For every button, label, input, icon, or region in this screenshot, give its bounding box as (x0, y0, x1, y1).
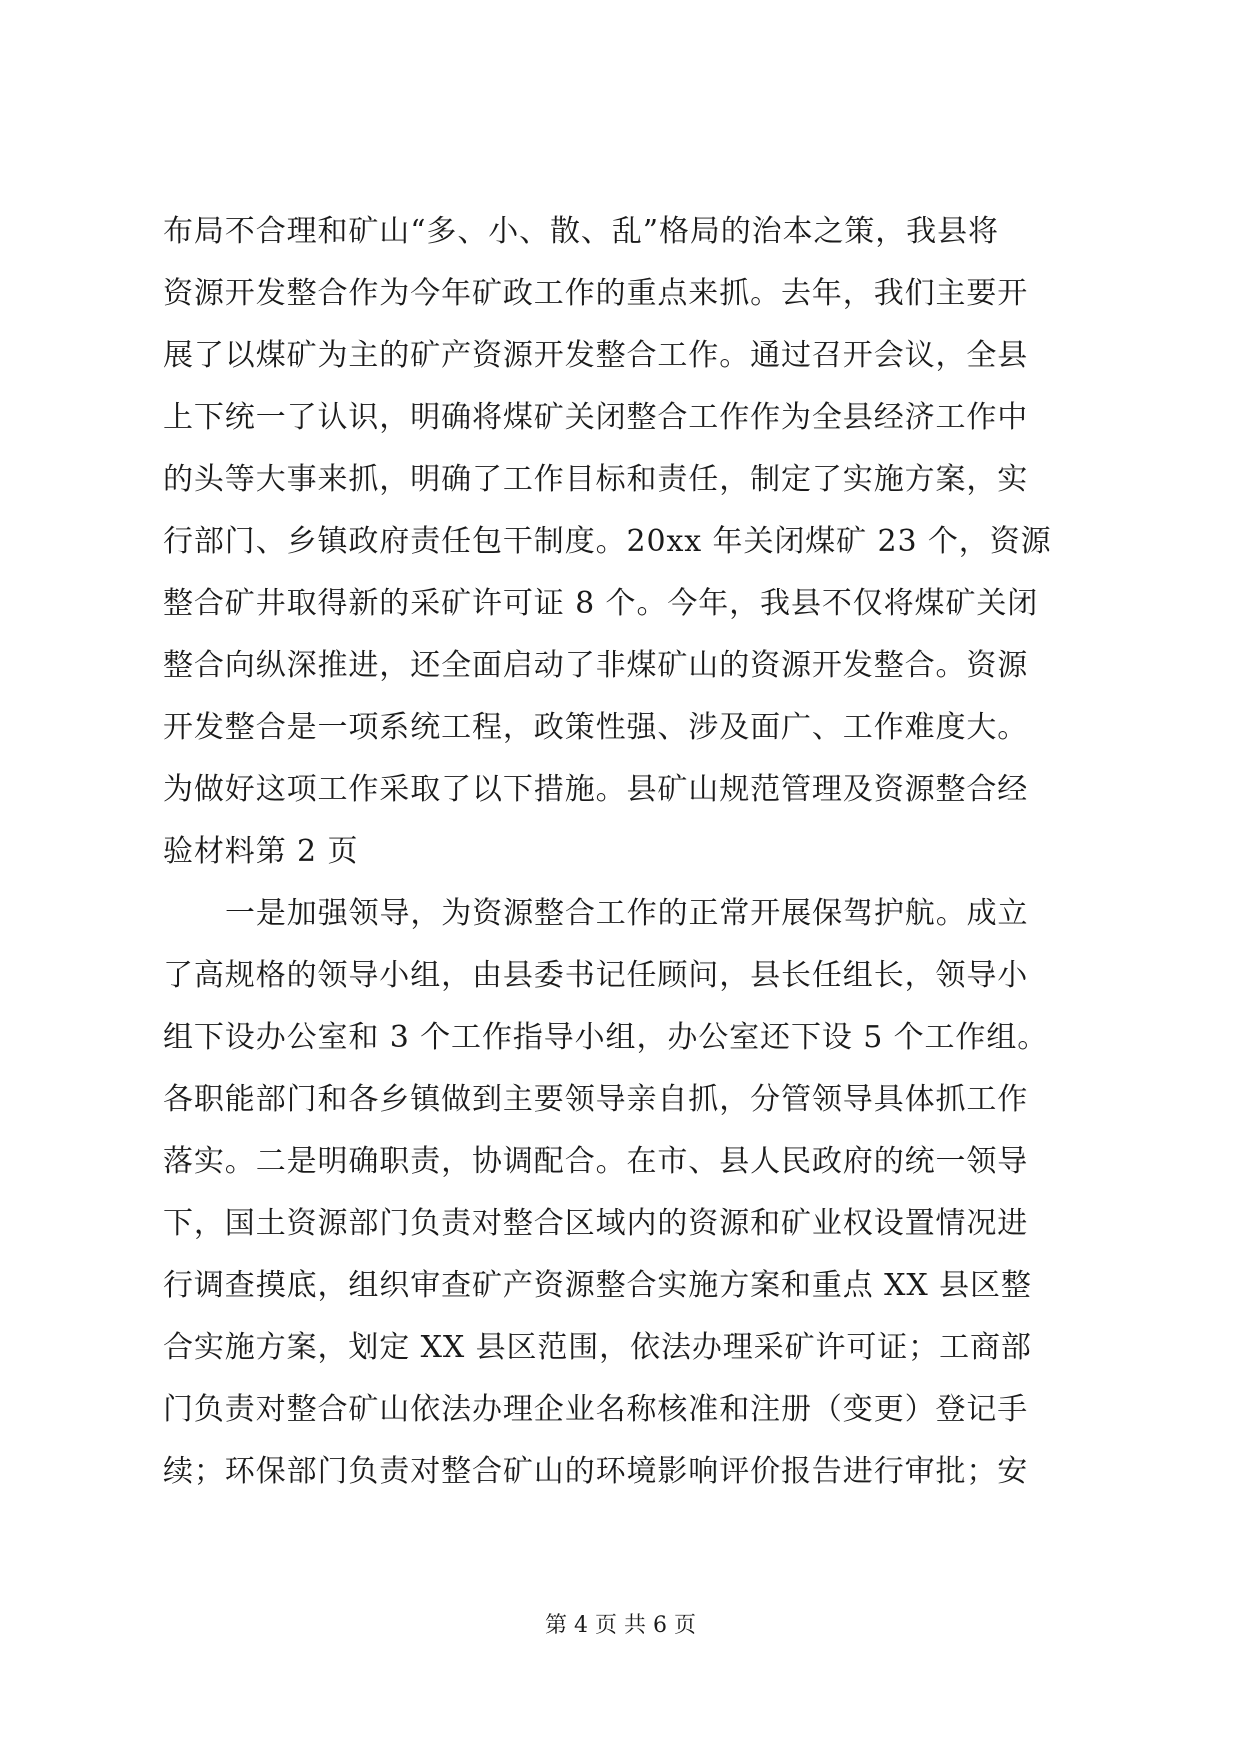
text-line: 的头等大事来抓，明确了工作目标和责任，制定了实施方案，实 (163, 462, 1029, 497)
text-line: 上下统一了认识，明确将煤矿关闭整合工作作为全县经济工作中 (163, 400, 1029, 435)
text-line: 为做好这项工作采取了以下措施。县矿山规范管理及资源整合经 (163, 772, 1029, 807)
text-line: 整合矿井取得新的采矿许可证 8 个。今年，我县不仅将煤矿关闭 (163, 586, 1039, 621)
text-line: 下，国土资源部门负责对整合区域内的资源和矿业权设置情况进 (163, 1206, 1029, 1241)
text-line: 了高规格的领导小组，由县委书记任顾问，县长任组长，领导小 (163, 958, 1029, 993)
text-line: 展了以煤矿为主的矿产资源开发整合工作。通过召开会议，全县 (163, 338, 1029, 373)
text-line: 行调查摸底，组织审查矿产资源整合实施方案和重点 XX 县区整 (163, 1268, 1032, 1303)
text-line: 门负责对整合矿山依法办理企业名称核准和注册（变更）登记手 (163, 1392, 1029, 1427)
text-line: 组下设办公室和 3 个工作指导小组，办公室还下设 5 个工作组。 (163, 1020, 1049, 1055)
text-line: 各职能部门和各乡镇做到主要领导亲自抓，分管领导具体抓工作 (163, 1082, 1029, 1117)
text-line: 落实。二是明确职责，协调配合。在市、县人民政府的统一领导 (163, 1144, 1029, 1179)
text-line: 合实施方案，划定 XX 县区范围，依法办理采矿许可证；工商部 (163, 1330, 1032, 1365)
page-number-footer: 第 4 页 共 6 页 (545, 1613, 696, 1638)
text-line: 布局不合理和矿山“多、小、散、乱”格局的治本之策，我县将 (163, 214, 999, 249)
text-line: 资源开发整合作为今年矿政工作的重点来抓。去年，我们主要开 (163, 276, 1029, 311)
text-line: 开发整合是一项系统工程，政策性强、涉及面广、工作难度大。 (163, 710, 1029, 745)
text-line: 整合向纵深推进，还全面启动了非煤矿山的资源开发整合。资源 (163, 648, 1029, 683)
text-line: 行部门、乡镇政府责任包干制度。20xx 年关闭煤矿 23 个，资源 (163, 524, 1052, 559)
paragraph-first-line: 一是加强领导，为资源整合工作的正常开展保驾护航。成立 (225, 896, 1029, 931)
text-line: 续；环保部门负责对整合矿山的环境影响评价报告进行审批；安 (163, 1454, 1029, 1489)
text-line: 验材料第 2 页 (163, 834, 359, 869)
